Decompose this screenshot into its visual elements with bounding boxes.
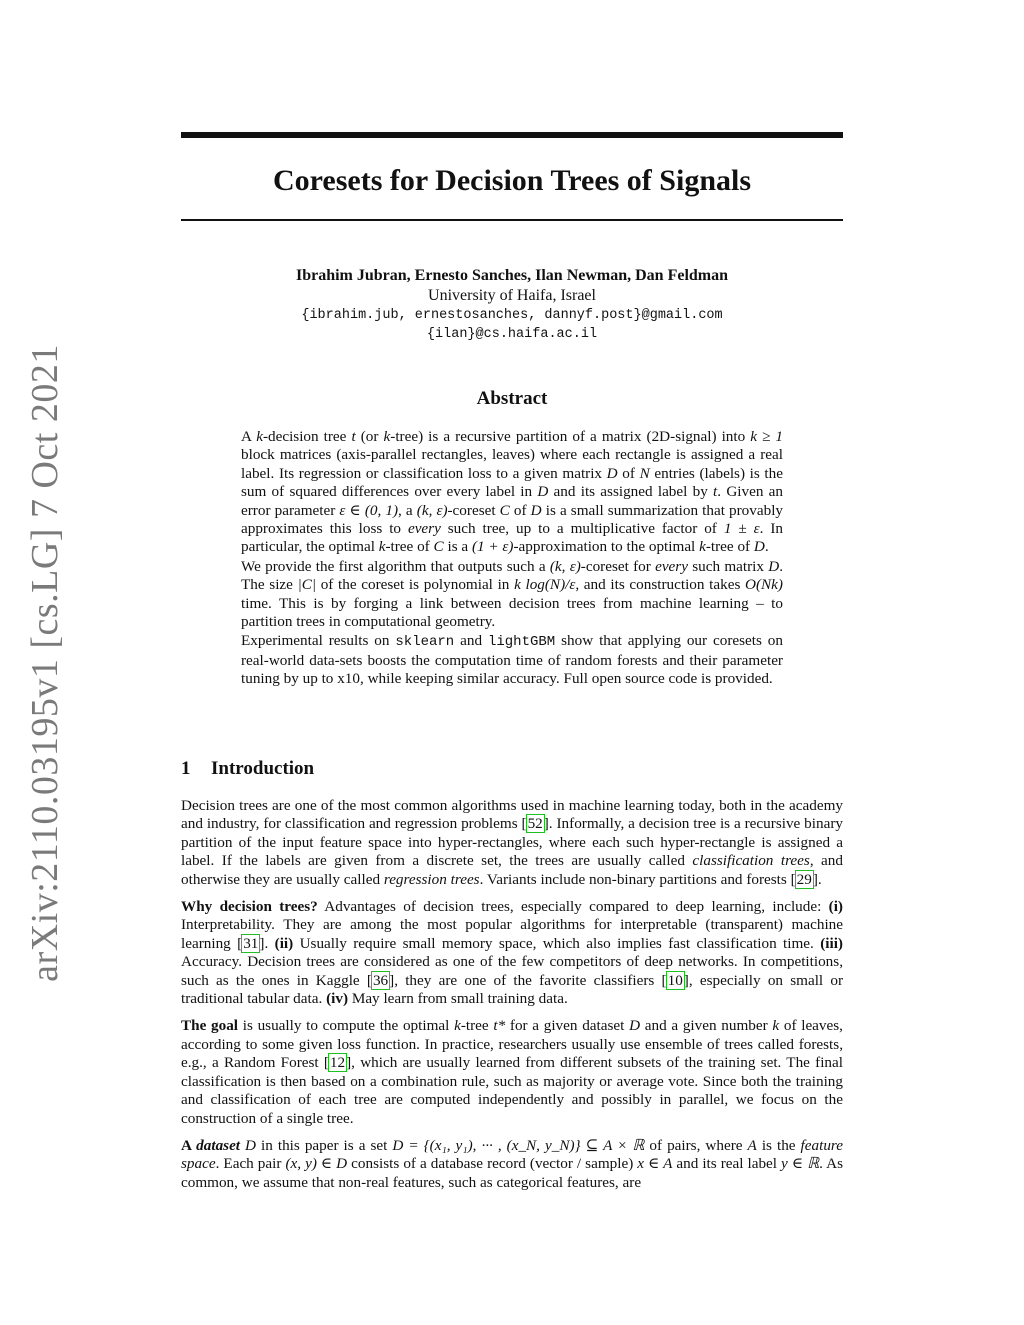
citation-link-52[interactable]: 52 (527, 815, 543, 833)
citation-link-31[interactable]: 31 (243, 934, 259, 952)
title-rule-top (181, 132, 843, 138)
abstract-paragraph-3: Experimental results on sklearn and lightGBM show that applying our coresets on real-world data-sets boosts the computation time of random forests and their parameter tuning by up to x10, while keeping similar accuracy. Full open source code is provided. (241, 632, 783, 688)
arxiv-identifier-stamp: arXiv:2110.03195v1 [cs.LG] 7 Oct 2021 (24, 344, 66, 982)
citation-link-29[interactable]: 29 (796, 870, 812, 888)
author-email-2: {ilan}@cs.haifa.ac.il (426, 327, 598, 342)
section-heading-introduction: 1 Introduction (181, 758, 315, 779)
author-block (181, 266, 843, 344)
author-affiliation: University of Haifa, Israel (428, 287, 596, 304)
author-names: Ibrahim Jubran, Ernesto Sanches, Ilan Newman, Dan Feldman (295, 267, 729, 284)
author-email-1: {ibrahim.jub, ernestosanches, dannyf.post}@gmail.com (301, 308, 723, 323)
intro-paragraph-4: A dataset D in this paper is a set D = {(x₁, y₁), ··· , (x_N, y_N)} ⊆ A × ℝ of pairs, where A is the feature space. Each pair (x, y) ∈ D consists of a database record (vector / sample) x ∈ A and its real label y ∈ ℝ. As common, we assume that non-real features, such as categorical features, are (181, 1136, 844, 1191)
citation-link-36[interactable]: 36 (372, 971, 389, 989)
abstract-body (241, 428, 783, 690)
intro-paragraph-3: The goal is usually to compute the optimal k-tree t* for a given dataset D and a given number k of leaves, according to some given loss function. In practice, researchers usually use ensemble of trees called forests, e.g., a Random Forest [12], which are usually learned from different subsets of the training set. The final classification is then based on a combination rule, such as majority or average vote. Since both the training and classification of each tree are computed independently and possibly in parallel, we focus on the construction of a single tree. (181, 1017, 843, 1127)
intro-paragraph-1: Decision trees are one of the most common algorithms used in machine learning today, both in the academy and industry, for classification and regression problems [52]. Informally, a decision tree is a recursive binary partition of the input feature space into hyper-rectangles, where each such hyper-rectangle is assigned a label. If the labels are given from a discrete set, the trees are usually called classification trees, and otherwise they are usually called regression trees. Variants include non-binary partitions and forests [29]. (181, 797, 843, 888)
abstract-paragraph-2: We provide the first algorithm that outputs such a (k, ε)-coreset for every such matrix D. The size |C| of the coreset is polynomial in k log(N)/ε, and its construction takes O(Nk) time. This is by forging a link between decision trees from machine learning – to partition trees in computational geometry. (241, 557, 784, 631)
abstract-paragraph-1: A k-decision tree t (or k-tree) is a recursive partition of a matrix (2D-signal) into k ≥ 1 block matrices (axis-parallel rectangles, leaves) where each rectangle is assigned a real label. Its regression or classification loss to a given matrix D of N entries (labels) is the sum of squared differences over every label in D and its assigned label by t. Given an error parameter ε ∈ (0, 1), a (k, ε)-coreset C of D is a small summarization that provably approximates this loss to every such tree, up to a multiplicative factor of 1 ± ε. In particular, the optimal k-tree of C is a (1 + ε)-approximation to the optimal k-tree of D. (241, 428, 784, 556)
paper-title: Coresets for Decision Trees of Signals (272, 164, 752, 197)
citation-link-10[interactable]: 10 (667, 971, 683, 989)
citation-link-12[interactable]: 12 (329, 1054, 346, 1072)
title-rule-bottom (181, 219, 843, 221)
introduction-body (181, 797, 843, 1201)
abstract-heading: Abstract (476, 388, 548, 409)
intro-paragraph-2: Why decision trees? Advantages of decision trees, especially compared to deep learning, include: (i) Interpretability. They are among the most popular algorithms for interpretable (transparent) machine learning [31]. (ii) Usually require small memory space, which also implies fast classification time. (iii) Accuracy. Decision trees are considered as one of the few competitors of deep networks. In competitions, such as the ones in Kaggle [36], they are one of the favorite classifiers [10], especially on small or traditional tabular data. (iv) May learn from small training data. (181, 898, 843, 1008)
